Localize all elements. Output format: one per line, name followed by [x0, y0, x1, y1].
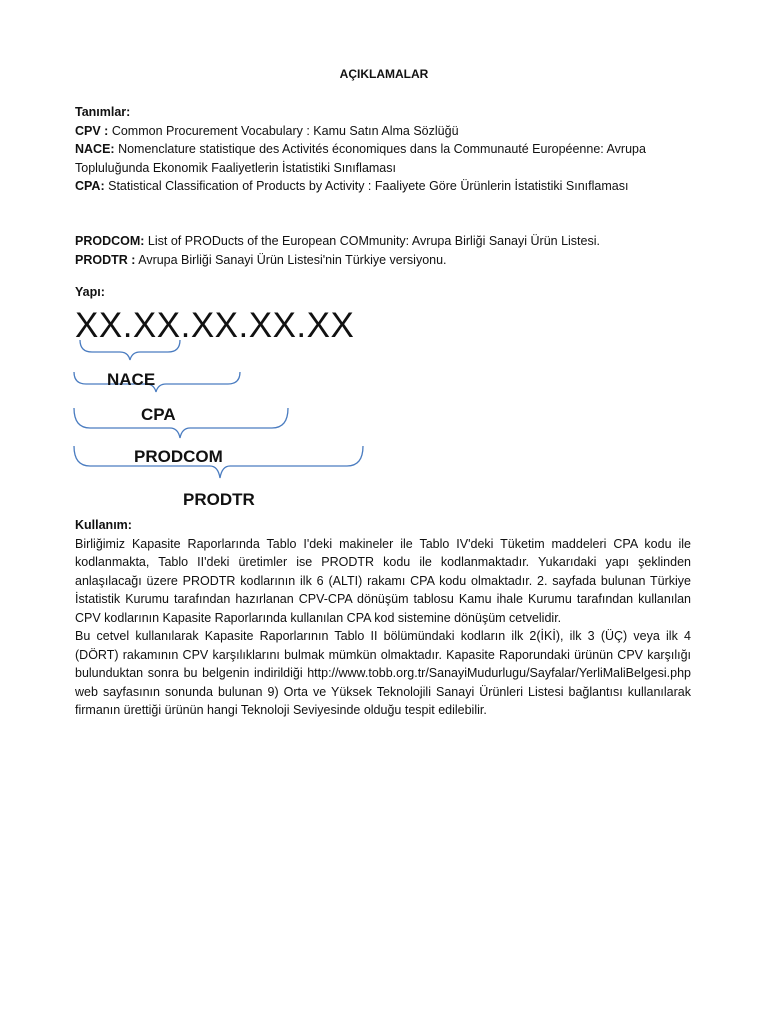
usage-heading: Kullanım:	[75, 518, 132, 532]
definition-cpa	[75, 177, 691, 196]
label-cpa: CPA	[141, 405, 176, 424]
product-list-definitions	[75, 232, 691, 269]
structure-heading: Yapı:	[75, 285, 105, 299]
definition-text: Avrupa Birliği Sanayi Ürün Listesi'nin Türkiye versiyonu.	[135, 252, 447, 267]
definition-key: PRODCOM:	[75, 234, 145, 248]
definition-key: NACE:	[75, 142, 115, 156]
bracket-cpa	[74, 408, 288, 438]
definitions-heading: Tanımlar:	[75, 105, 131, 119]
code-pattern: XX.XX.XX.XX.XX	[75, 306, 355, 345]
definition-key: CPV :	[75, 123, 109, 138]
definitions-section	[75, 103, 691, 196]
usage-paragraph: Bu cetvel kullanılarak Kapasite Raporlarının Tablo II bölümündaki kodların ilk 2(İKİ), ilk 3 (ÜÇ) veya ilk 4 (DÖRT) rakamının CPV karşılıklarını bulmak mümkün olmaktadır. Kapasite Raporundaki ürünün CPV karşılığı bulunduktan sonra bu belgenin indirildiği http://www.tobb.org.tr/SanayiMudurlugu/Sayfalar/YerliMaliBelgesi.php web sayfasının sonunda bulunan 9) Orta ve Yüksek Teknolojili Sanayi Ürünleri Listesi bağlantısı kullanılarak firmanın ürettiği ürünün hangi Teknoloji Seviyesinde olduğu tespit edilebilir.	[75, 629, 691, 717]
definition-key: PRODTR :	[75, 252, 136, 267]
definition-prodtr	[75, 251, 691, 270]
usage-paragraph: Birliğimiz Kapasite Raporlarında Tablo I'deki makineler ile Tablo IV'deki Tüketim maddeleri CPA kodu ile kodlanmakta, Tablo II'deki üretimler ise PRODTR kodu ile kodlanmaktadır. Yukarıdaki yapı şeklinden anlaşılacağı üzere PRODTR kodlarının ilk 6 (ALTI) rakamı CPA kodu olmaktadır. 2. sayfada bulunan Türkiye İstatistik Kurumu tarafından hazırlanan CPV-CPA dönüşüm tablosu Kamu ihale Kurumu tarafından kullanılan CPV kodlarının Kapasite Raporlarında kullanılan CPA kod sistemine dönüşüm cetvelidir.	[75, 536, 691, 625]
definition-prodcom	[75, 232, 691, 251]
page-title: AÇIKLAMALAR	[339, 67, 429, 81]
definition-nace	[75, 140, 691, 177]
definition-cpv	[75, 122, 691, 141]
definition-text: Nomenclature statistique des Activités économiques dans la Communauté Européenne: Avrupa Topluluğunda Ekonomik Faaliyetlerin İstatistiki Sınıflaması	[75, 142, 646, 175]
definition-key: CPA:	[75, 179, 105, 193]
usage-section	[75, 516, 691, 720]
definition-text: Common Procurement Vocabulary : Kamu Satın Alma Sözlüğü	[108, 123, 459, 138]
definition-text: List of PRODucts of the European COMmunity: Avrupa Birliği Sanayi Ürün Listesi.	[144, 234, 600, 248]
bracket-nace	[74, 372, 240, 392]
definition-text: Statistical Classification of Products by Activity : Faaliyete Göre Ürünlerin İstatistiki Sınıflaması	[104, 179, 629, 193]
label-prodtr: PRODTR	[183, 490, 255, 509]
label-nace: NACE	[107, 370, 156, 389]
label-prodcom: PRODCOM	[134, 447, 223, 466]
